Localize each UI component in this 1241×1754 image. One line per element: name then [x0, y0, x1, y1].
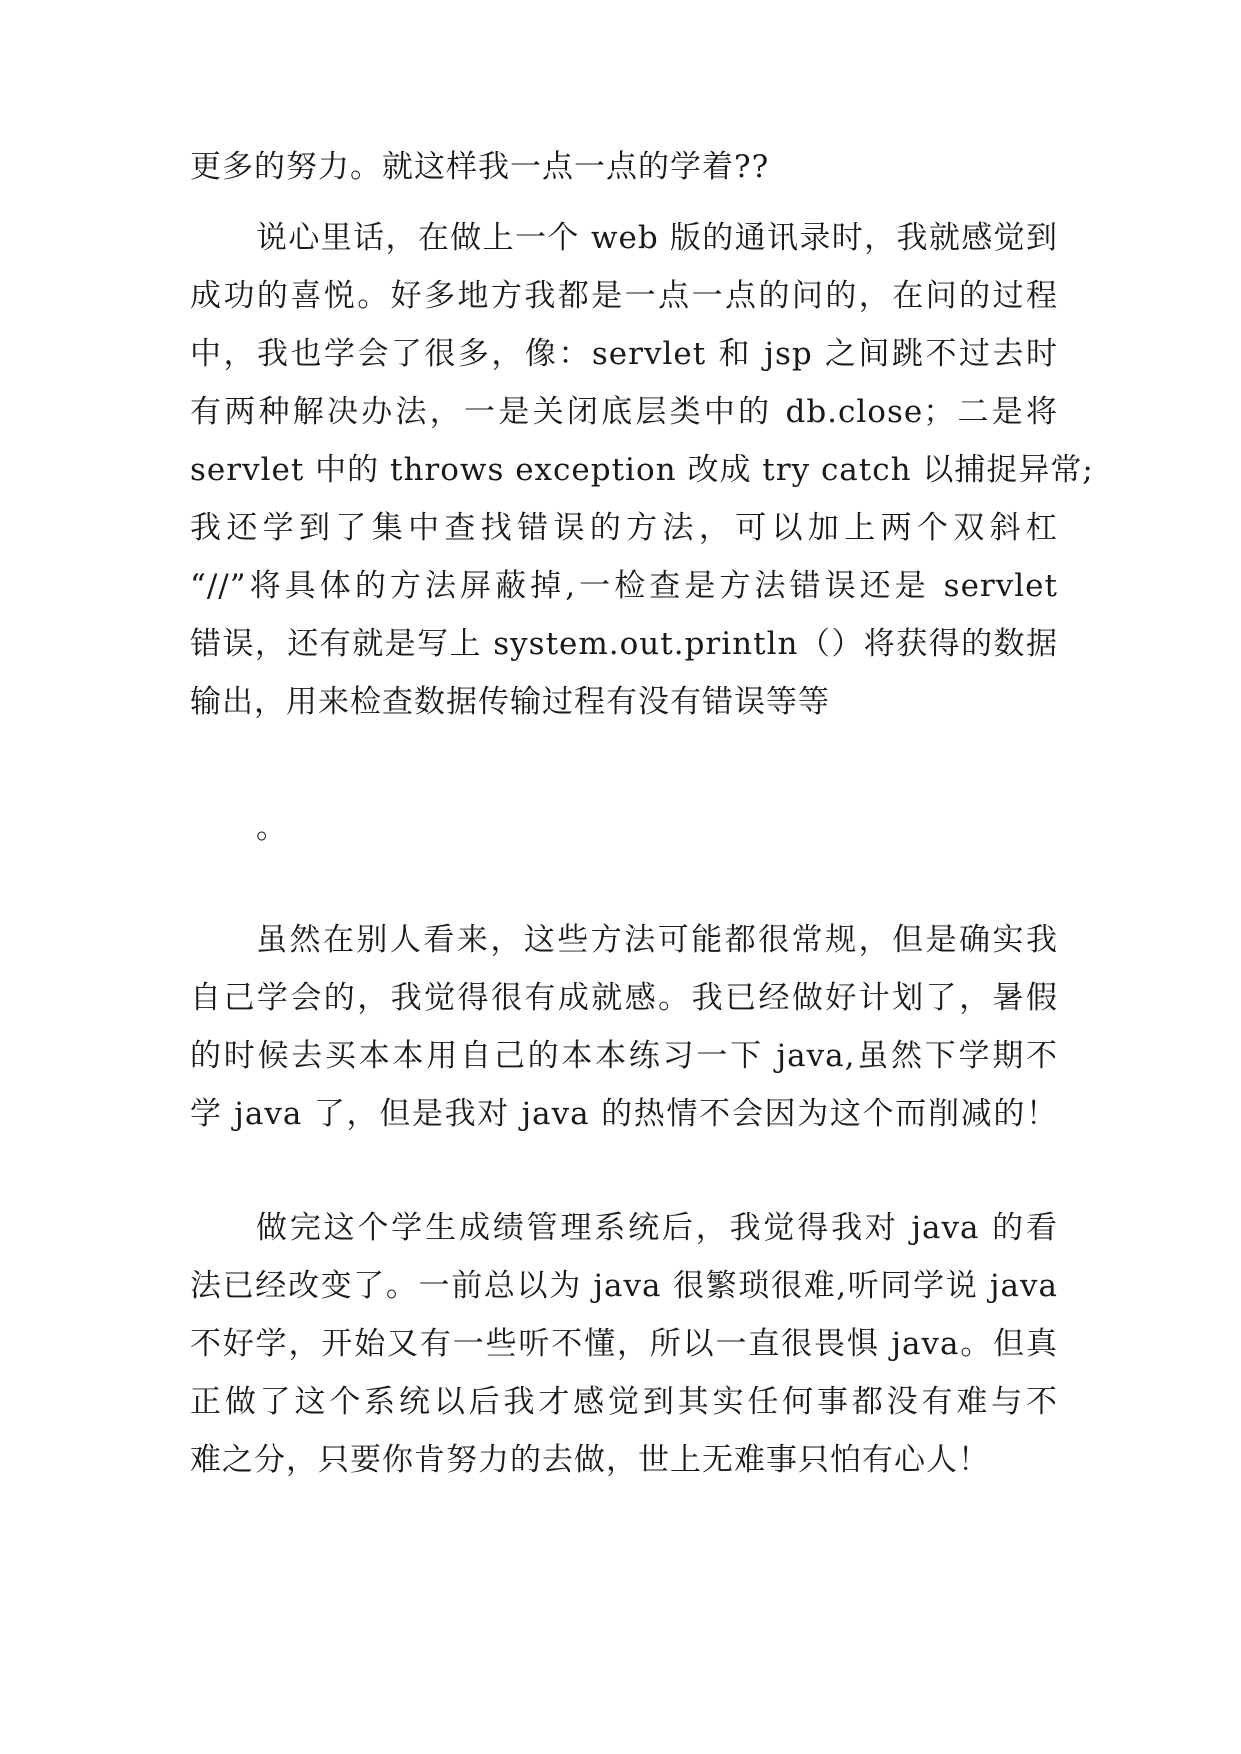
text-line: 学 java 了，但是我对 java 的热情不会因为这个而削减的！ — [190, 1096, 1058, 1132]
text-line: 成功的喜悦。好多地方我都是一点一点的问的，在问的过程 — [190, 278, 1058, 314]
text-line: 的时候去买本本用自己的本本练习一下 java,虽然下学期不 — [190, 1038, 1058, 1074]
text-line: 说心里话，在做上一个 web 版的通讯录时，我就感觉到 — [256, 220, 1058, 256]
text-line: 正做了这个系统以后我才感觉到其实任何事都没有难与不 — [190, 1384, 1058, 1420]
text-line: 中，我也学会了很多，像：servlet 和 jsp 之间跳不过去时 — [190, 336, 1058, 372]
text-line: 我还学到了集中查找错误的方法，可以加上两个双斜杠 — [190, 510, 1058, 546]
text-line: 更多的努力。就这样我一点一点的学着?? — [190, 149, 770, 185]
text-line: “//”将具体的方法屏蔽掉,一检查是方法错误还是 servlet — [190, 568, 1058, 604]
text-line: 输出，用来检查数据传输过程有没有错误等等 — [190, 684, 830, 720]
text-line: 法已经改变了。一前总以为 java 很繁琐很难,听同学说 java — [190, 1268, 1058, 1304]
text-line: 错误，还有就是写上 system.out.println（）将获得的数据 — [190, 626, 1058, 662]
text-line: 有两种解决办法，一是关闭底层类中的 db.close；二是将 — [190, 394, 1058, 430]
text-line: 做完这个学生成绩管理系统后，我觉得我对 java 的看 — [256, 1210, 1058, 1246]
text-line: 不好学，开始又有一些听不懂，所以一直很畏惧 java。但真 — [190, 1326, 1058, 1362]
text-line: servlet 中的 throws exception 改成 try catch 以捕捉异常; — [190, 452, 1094, 488]
text-line: 自己学会的，我觉得很有成就感。我已经做好计划了，暑假 — [190, 980, 1058, 1016]
text-line: 虽然在别人看来，这些方法可能都很常规，但是确实我 — [256, 922, 1058, 958]
text-line: 。 — [256, 810, 288, 846]
text-line: 难之分，只要你肯努力的去做，世上无难事只怕有心人！ — [190, 1442, 990, 1478]
